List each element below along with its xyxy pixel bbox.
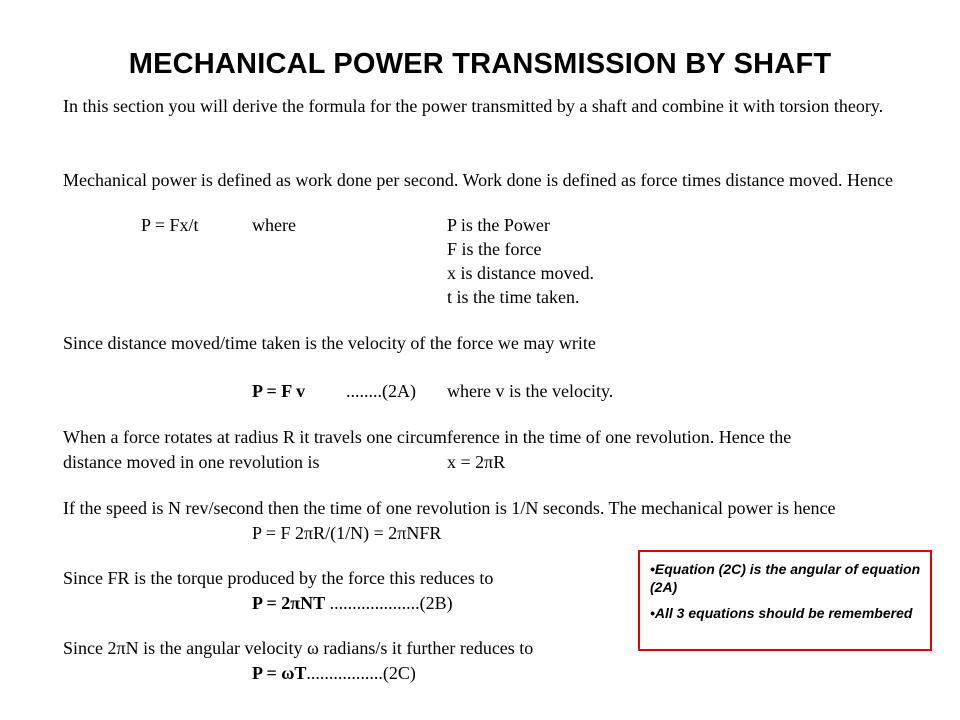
callout-item: •Equation (2C) is the angular of equation (2A)	[650, 561, 921, 595]
intro-paragraph: In this section you will derive the formula for the power transmitted by a shaft and combine it with torsion theory.	[63, 96, 884, 116]
definition-x: x is distance moved.	[447, 263, 594, 283]
equation-2a: P = F v	[252, 381, 306, 401]
definition-t: t is the time taken.	[447, 287, 580, 307]
equation-2b-line	[252, 592, 453, 614]
power-formula: P = Fx/t	[141, 215, 199, 235]
equation-2c-line	[252, 662, 416, 684]
angular-velocity-paragraph: Since 2πN is the angular velocity ω radians/s it further reduces to	[63, 638, 534, 658]
equation-2a-tag: ........(2A)	[346, 381, 416, 401]
definition-f: F is the force	[447, 239, 542, 259]
equation-2a-note: where v is the velocity.	[447, 381, 614, 401]
rotation-paragraph: When a force rotates at radius R it travels one circumference in the time of one revolution. Hence the	[63, 427, 792, 447]
equation-2c-tag: .................(2C)	[306, 663, 416, 683]
power-expansion-formula: P = F 2πR/(1/N) = 2πNFR	[252, 523, 442, 543]
equation-2b-tag: ....................(2B)	[325, 593, 453, 613]
circumference-formula: x = 2πR	[447, 452, 506, 472]
where-label: where	[252, 215, 296, 235]
equation-2c: P = ωT	[252, 663, 307, 683]
power-definition-paragraph: Mechanical power is defined as work done per second. Work done is defined as force times distance moved. Hence	[63, 170, 893, 190]
callout-box	[638, 550, 932, 651]
equation-2b: P = 2πNT	[252, 593, 326, 613]
definition-p: P is the Power	[447, 215, 550, 235]
callout-item: •All 3 equations should be remembered	[650, 605, 913, 621]
speed-paragraph: If the speed is N rev/second then the time of one revolution is 1/N seconds. The mechanical power is hence	[63, 498, 836, 518]
velocity-paragraph: Since distance moved/time taken is the velocity of the force we may write	[63, 333, 596, 353]
torque-paragraph: Since FR is the torque produced by the force this reduces to	[63, 568, 494, 588]
rotation-paragraph-line2: distance moved in one revolution is	[63, 452, 320, 472]
slide-title: MECHANICAL POWER TRANSMISSION BY SHAFT	[128, 48, 832, 80]
